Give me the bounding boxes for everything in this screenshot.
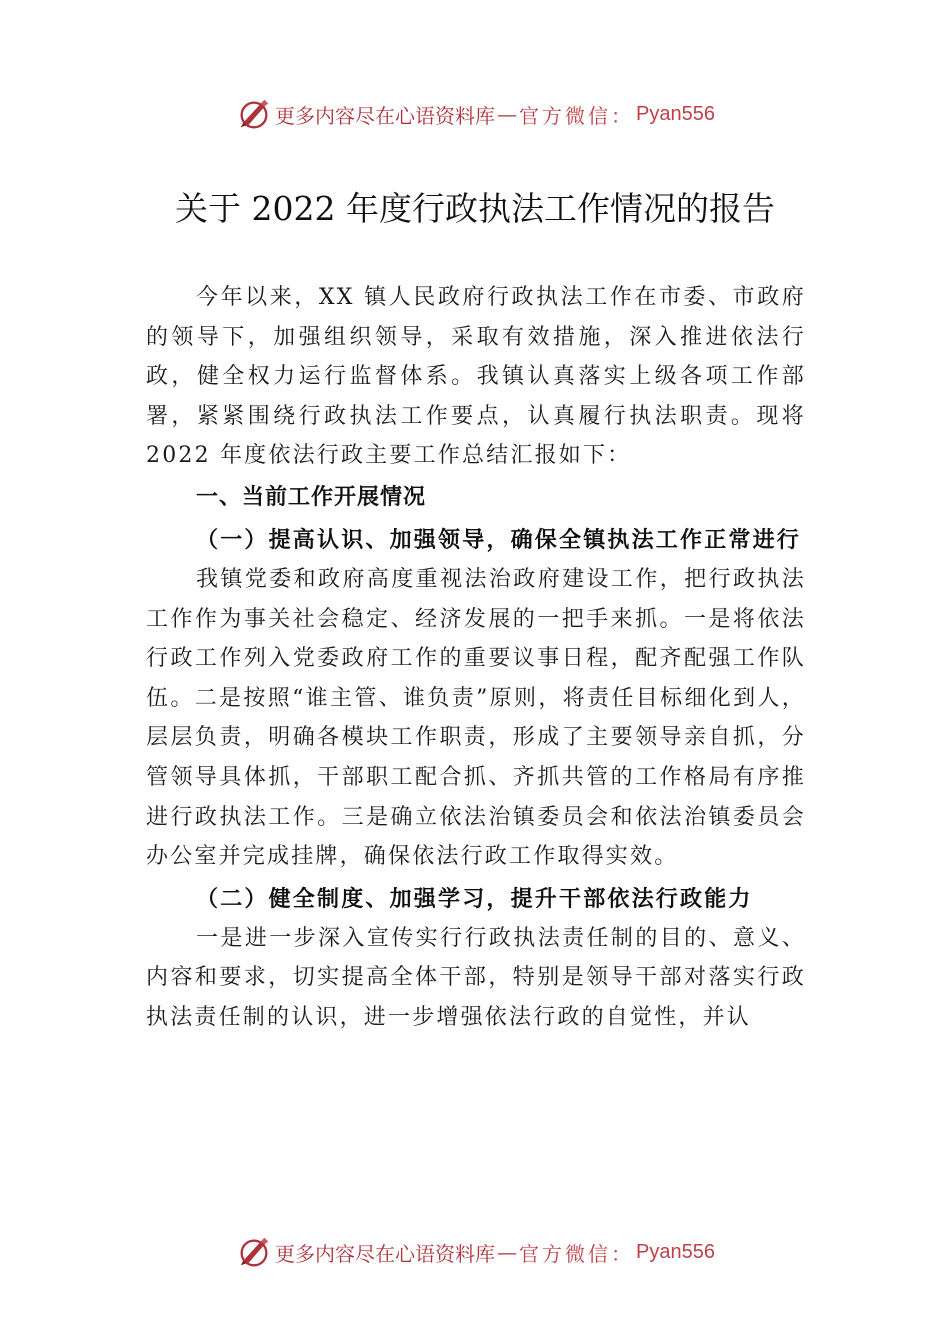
watermark-banner-top [0,94,950,134]
section-heading-1: 一、当前工作开展情况 [196,484,427,510]
subsection-heading-1: （一）提高认识、加强领导，确保全镇执法工作正常进行 [196,526,802,553]
subsection-heading-2: （二）健全制度、加强学习，提升干部依法行政能力 [196,885,753,912]
watermark-banner-bottom [0,1232,950,1272]
watermark-brand: 更多内容尽在心语资料库 [275,1241,496,1266]
watermark-wechat-id: Pyan556 [636,102,715,125]
watermark-wechat-label: 官方微信： [519,103,635,128]
subsection-2-paragraph: 一是进一步深入宣传实行行政执法责任制的目的、意义、内容和要求，切实提高全体干部，特别是领导干部对落实行政执法责任制的认识，进一步增强依法行政的自觉性，并认 [146,925,806,1030]
watermark-dash: — [497,1240,518,1264]
watermark-wechat-id: Pyan556 [636,1240,715,1263]
document-title: 关于 2022 年度行政执法工作情况的报告 [175,189,775,228]
pen-circle-logo-icon [235,1233,273,1271]
subsection-1-paragraph: 我镇党委和政府高度重视法治政府建设工作，把行政执法工作作为事关社会稳定、经济发展的一把手来抓。一是将依法行政工作列入党委政府工作的重要议事日程，配齐配强工作队伍。二是按照“谁主管、谁负责”原则，将责任目标细化到人，层层负责，明确各模块工作职责，形成了主要领导亲自抓，分管领导具体抓，干部职工配合抓、齐抓共管的工作格局有序推进行政执法工作。三是确立依法治镇委员会和依法治镇委员会办公室并完成挂牌，确保依法行政工作取得实效。 [146,566,806,870]
document-body [146,278,806,1038]
watermark-brand: 更多内容尽在心语资料库 [275,103,496,128]
watermark-wechat-label: 官方微信： [519,1241,635,1266]
pen-circle-logo-icon [235,95,273,133]
intro-paragraph: 今年以来，XX 镇人民政府行政执法工作在市委、市政府的领导下，加强组织领导，采取有效措施，深入推进依法行政，健全权力运行监督体系。我镇认真落实上级各项工作部署，紧紧围绕行政执法工作要点，认真履行执法职责。现将 2022 年度依法行政主要工作总结汇报如下： [146,285,806,469]
watermark-dash: — [497,102,518,126]
